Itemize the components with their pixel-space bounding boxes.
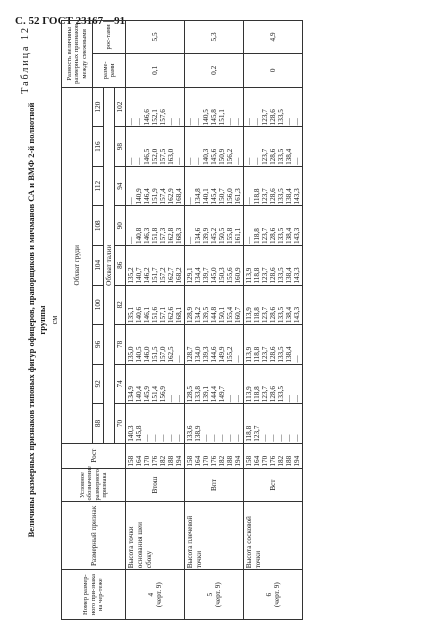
cell-values: — 134,8 140,1 145,4 150,7 156,0 161,3	[185, 166, 244, 206]
table-caption: Величины размерных признаков типовых фигур офицеров, прапорщиков и мичманов СА и ВМФ 2-й полнотной группы	[26, 102, 47, 538]
waist-value: 70	[115, 404, 126, 444]
row-number: 6 (черт. 9)	[244, 570, 303, 620]
waist-value: 94	[115, 166, 126, 206]
chest-value: 112	[93, 166, 104, 206]
cell-values: 113,9 118,8 123,7 128,6 133,5 138,4 143,3	[244, 285, 303, 325]
cell-values: 113,9 118,8 123,7 128,6 133,5 — —	[244, 364, 303, 404]
diff-heights: 4,9	[244, 21, 303, 54]
chest-value: 104	[93, 246, 104, 286]
row-designation: Bпт	[185, 468, 244, 502]
table-row	[244, 21, 303, 620]
cell-values: — — 140,3 145,6 150,9 156,2 —	[185, 127, 244, 167]
diff-sizes: 0,1	[126, 53, 185, 87]
cell-values: 135,2 140,7 146,2 151,7 157,2 162,7 168,2	[126, 246, 185, 286]
cell-values: 135,0 140,5 146,0 151,5 157,0 162,5 —	[126, 325, 185, 365]
cell-values: — 140,9 146,4 151,9 157,4 162,9 168,4	[126, 166, 185, 206]
diff-sizes: 0	[244, 53, 303, 87]
chest-value: 88	[93, 404, 104, 444]
cell-values: — 118,8 123,7 128,6 133,5 138,4 143,3	[244, 166, 303, 206]
cell-values: 113,9 118,8 123,7 128,6 133,5 138,4 143,3	[244, 246, 303, 286]
waist-value: 74	[115, 364, 126, 404]
cell-values: 129,1 134,4 139,7 145,0 150,3 155,6 160,9	[185, 246, 244, 286]
row-feature: Высота сосковой точки	[244, 502, 303, 570]
cell-values: 128,5 133,8 139,1 144,4 149,7 — —	[185, 364, 244, 404]
chest-value: 100	[93, 285, 104, 325]
header-diff: Разность величины размерных признаков между смежными	[62, 21, 93, 88]
header-feature: Размерный признак	[62, 502, 126, 570]
header-height: Рост	[62, 443, 126, 468]
row-designation: Bст	[244, 468, 303, 502]
header-number: Номер размер-ного при-знака на чер-теже	[62, 570, 126, 620]
page-header: С. 52 ГОСТ 23167—91	[15, 15, 126, 27]
cell-values: — 140,8 146,3 151,8 157,3 162,8 168,3	[126, 206, 185, 246]
chest-value: 116	[93, 127, 104, 167]
waist-value: 78	[115, 325, 126, 365]
waist-value: 90	[115, 206, 126, 246]
row-feature: Высота плечевой точки	[185, 502, 244, 570]
cell-values: 134,9 140,4 145,9 151,4 156,9 — —	[126, 364, 185, 404]
cell-values: — — 140,5 145,8 151,1 — —	[185, 87, 244, 127]
row-heights: 158 164 170 176 182 188 194	[126, 443, 185, 468]
units-label: см	[50, 315, 59, 325]
cell-values: — 134,6 139,9 145,2 150,5 155,8 161,1	[185, 206, 244, 246]
row-heights: 158 164 170 176 182 188 194	[244, 443, 303, 468]
waist-value: 98	[115, 127, 126, 167]
cell-values: — — 146,5 152,0 157,5 163,0 —	[126, 127, 185, 167]
chest-value: 96	[93, 325, 104, 365]
measurements-table	[61, 20, 303, 620]
waist-value: 82	[115, 285, 126, 325]
cell-values: — — 146,6 152,1 157,6 — —	[126, 87, 185, 127]
chest-value: 120	[93, 87, 104, 127]
waist-value: 102	[115, 87, 126, 127]
table-row	[126, 21, 185, 620]
diff-heights: 5,5	[126, 21, 185, 54]
row-heights: 158 164 170 176 182 188 194	[185, 443, 244, 468]
cell-values: 128,7 134,0 139,3 144,6 149,9 155,2 —	[185, 325, 244, 365]
cell-values: — 118,8 123,7 128,6 133,5 138,4 143,3	[244, 206, 303, 246]
table-row	[185, 21, 244, 620]
chest-value: 108	[93, 206, 104, 246]
cell-values: 113,9 118,8 123,7 128,6 133,5 138,4 —	[244, 325, 303, 365]
row-number: 4 (черт. 9)	[126, 570, 185, 620]
table-number: Таблица 12	[20, 26, 31, 94]
cell-values: 128,9 134,2 139,5 144,8 150,1 155,4 160,7	[185, 285, 244, 325]
cell-values: 118,8 123,7 — — — — —	[244, 404, 303, 444]
cell-values: — — 123,7 128,6 133,5 — —	[244, 87, 303, 127]
header-diff-heights: рос-тами	[93, 21, 126, 54]
header-diff-sizes: разме-рами	[93, 53, 126, 87]
cell-values: 135,1 140,6 146,1 151,6 157,1 162,6 168,1	[126, 285, 185, 325]
diff-heights: 5,3	[185, 21, 244, 54]
row-feature: Высота точки основания шеи сбоку	[126, 502, 185, 570]
row-designation: Bтош	[126, 468, 185, 502]
header-chest: Обхват груди	[62, 87, 93, 443]
header-waist: Обхват талии	[104, 87, 115, 443]
diff-sizes: 0,2	[185, 53, 244, 87]
cell-values: 133,6 138,9 — — — — —	[185, 404, 244, 444]
chest-value: 92	[93, 364, 104, 404]
header-designation: Условное обозначение размерного признака	[62, 468, 126, 502]
rotated-table-page	[20, 20, 410, 620]
waist-value: 86	[115, 246, 126, 286]
cell-values: — — 123,7 128,6 133,5 138,4 —	[244, 127, 303, 167]
cell-values: 140,3 145,8 — — — — —	[126, 404, 185, 444]
row-number: 5 (черт. 9)	[185, 570, 244, 620]
